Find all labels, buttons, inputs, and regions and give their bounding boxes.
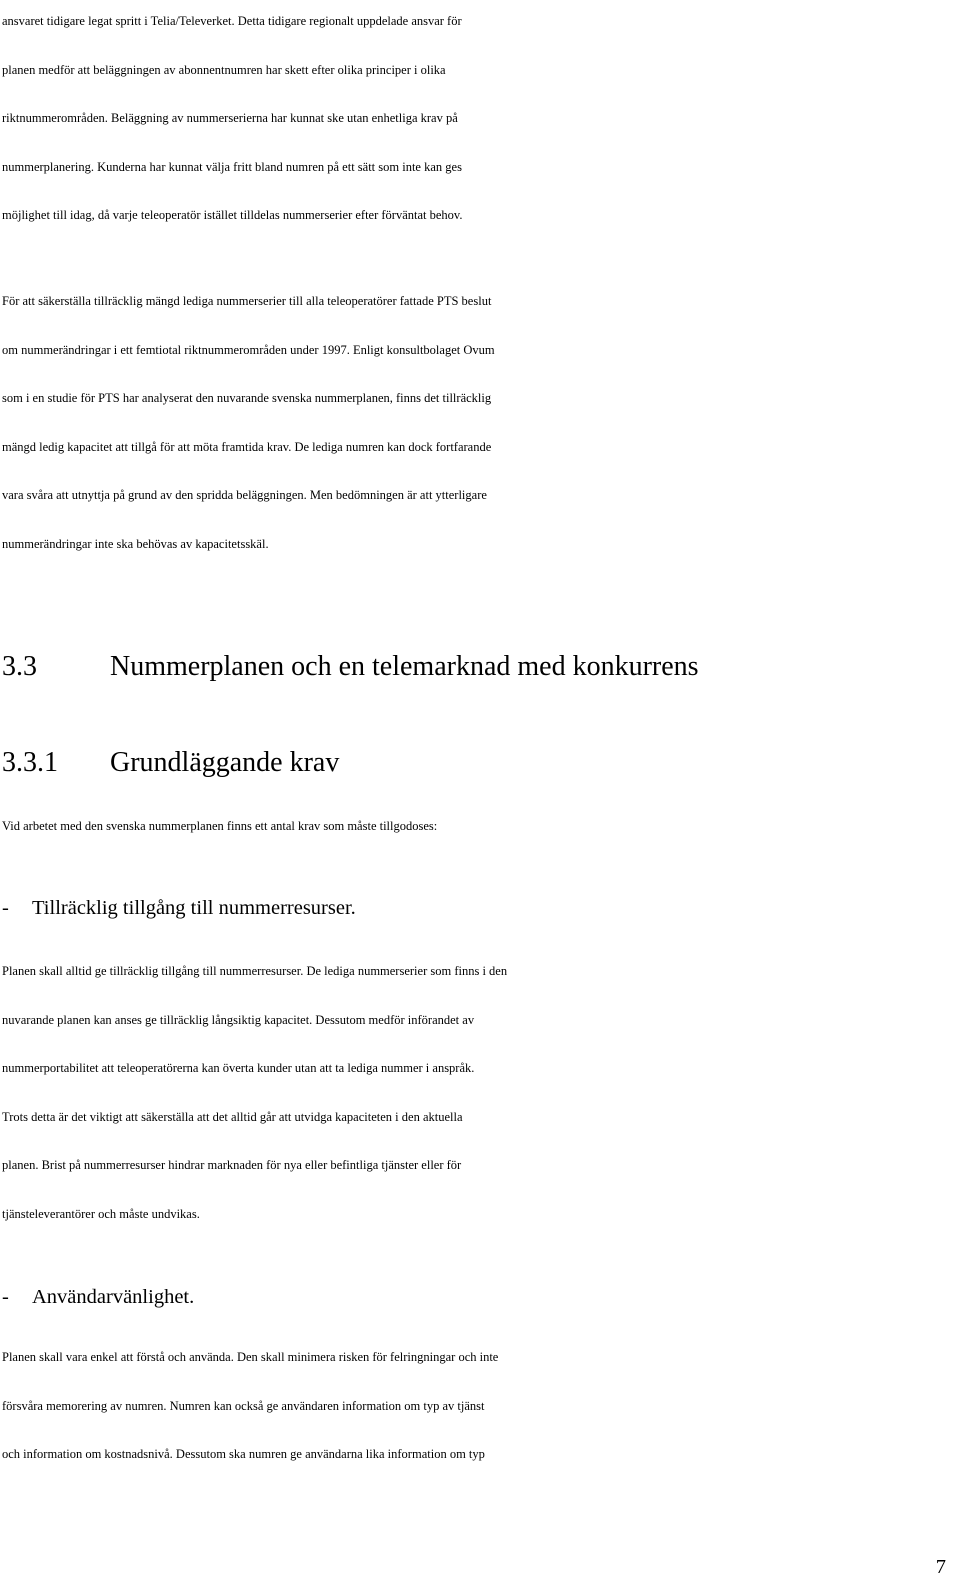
subsection-number: 3.3.1 [2, 747, 58, 778]
paragraph-line: möjlighet till idag, då varje teleoperatör istället tilldelas nummerserier efter förväntat behov. [2, 208, 463, 223]
paragraph-line: planen. Brist på nummerresurser hindrar marknaden för nya eller befintliga tjänster eller för [2, 1158, 462, 1173]
paragraph-line: försvåra memorering av numren. Numren kan också ge användaren information om typ av tjänst [2, 1398, 485, 1413]
paragraph-line: Vid arbetet med den svenska nummerplanen finns ett antal krav som måste tillgodoses: [2, 819, 438, 833]
paragraph-line: som i en studie för PTS har analyserat den nuvarande svenska nummerplanen, finns det tillräcklig [2, 391, 492, 406]
section-title: Nummerplanen och en telemarknad med konkurrens [110, 651, 699, 682]
paragraph-line: och information om kostnadsnivå. Dessutom ska numren ge användarna lika information om typ [2, 1447, 485, 1462]
paragraph-line: riktnummerområden. Beläggning av nummerserierna har kunnat ske utan enhetliga krav på [2, 111, 458, 126]
paragraph-intro-context [2, 0, 960, 240]
paragraph-line: nummerportabilitet att teleoperatörerna kan överta kunder utan att ta lediga nummer i anspråk. [2, 1061, 475, 1076]
paragraph-line: Planen skall vara enkel att förstå och använda. Den skall minimera risken för felringningar och inte [2, 1350, 499, 1364]
page-number: 7 [935, 1556, 946, 1578]
paragraph-line: nuvarande planen kan anses ge tillräcklig långsiktig kapacitet. Dessutom medför införandet av [2, 1012, 475, 1027]
subsection-title: Grundläggande krav [110, 747, 340, 778]
requirements-intro [2, 802, 960, 851]
requirement-1-heading [2, 893, 356, 923]
paragraph-line: nummerplanering. Kunderna har kunnat välja fritt bland numren på ett sätt som inte kan ges [2, 159, 462, 174]
paragraph-line: Trots detta är det viktigt att säkerställa att det alltid går att utvidga kapaciteten i den aktuella [2, 1109, 463, 1124]
requirement-2-heading [2, 1282, 194, 1312]
section-number: 3.3 [2, 651, 37, 682]
list-dash: - [2, 1286, 9, 1308]
paragraph-line: mängd ledig kapacitet att tillgå för att möta framtida krav. De lediga numren kan dock fortfarande [2, 439, 492, 454]
requirement-2-body [2, 1333, 960, 1479]
paragraph-line: vara svåra att utnyttja på grund av den spridda beläggningen. Men bedömningen är att ytterligare [2, 488, 487, 503]
paragraph-line: Planen skall alltid ge tillräcklig tillgång till nummerresurser. De lediga nummerserier som finns i den [2, 964, 508, 978]
section-heading [2, 647, 699, 687]
paragraph-line: För att säkerställa tillräcklig mängd lediga nummerserier till alla teleoperatörer fattade PTS beslut [2, 294, 492, 308]
requirement-1-title: Tillräcklig tillgång till nummerresurser. [32, 897, 356, 919]
paragraph-line: tjänsteleverantörer och måste undvikas. [2, 1206, 200, 1221]
subsection-heading [2, 743, 339, 783]
list-dash: - [2, 897, 9, 919]
paragraph-line: nummerändringar inte ska behövas av kapacitetsskäl. [2, 536, 269, 551]
paragraph-line: om nummerändringar i ett femtiotal riktnummerområden under 1997. Enligt konsultbolaget Ovum [2, 342, 495, 357]
requirement-2-title: Användarvänlighet. [32, 1286, 195, 1308]
paragraph-number-changes [2, 277, 960, 569]
paragraph-line: ansvaret tidigare legat spritt i Telia/Televerket. Detta tidigare regionalt uppdelade ansvar för [2, 14, 462, 28]
requirement-1-body [2, 947, 960, 1239]
paragraph-line: planen medför att beläggningen av abonnentnumren har skett efter olika principer i olika [2, 62, 446, 77]
